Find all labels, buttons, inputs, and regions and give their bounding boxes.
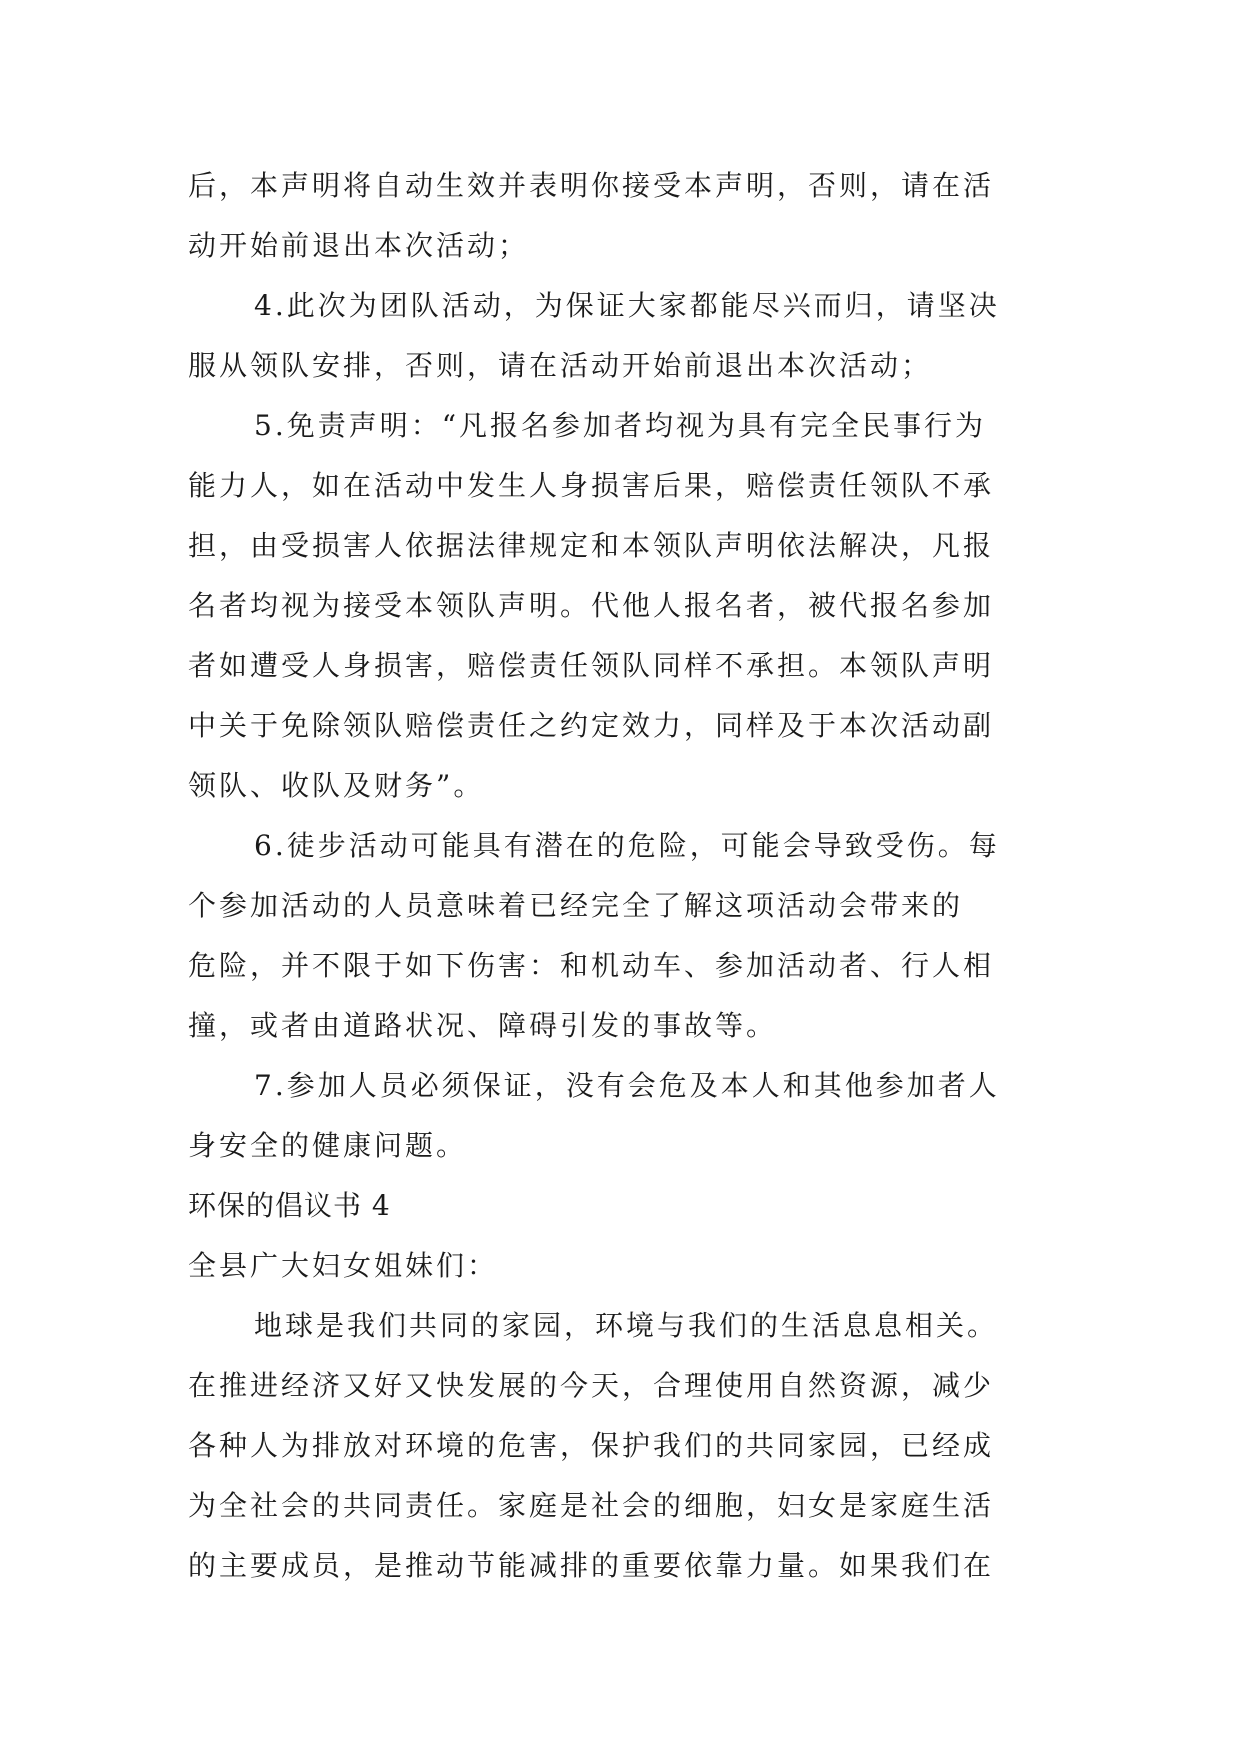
paragraph-line: 个参加活动的人员意味着已经完全了解这项活动会带来的 <box>188 889 964 922</box>
section-title: 环保的倡议书 4 <box>188 1189 391 1222</box>
paragraph-line: 者如遭受人身损害，赔偿责任领队同样不承担。本领队声明 <box>188 649 995 682</box>
paragraph-line: 名者均视为接受本领队声明。代他人报名者，被代报名参加 <box>188 589 995 622</box>
paragraph-line: 危险，并不限于如下伤害：和机动车、参加活动者、行人相 <box>188 949 995 982</box>
paragraph-line: 身安全的健康问题。 <box>188 1129 468 1162</box>
salutation: 全县广大妇女姐妹们： <box>188 1249 499 1282</box>
paragraph-line: 能力人，如在活动中发生人身损害后果，赔偿责任领队不承 <box>188 469 995 502</box>
paragraph-line: 的主要成员，是推动节能减排的重要依靠力量。如果我们在 <box>188 1549 995 1582</box>
paragraph-line: 为全社会的共同责任。家庭是社会的细胞，妇女是家庭生活 <box>188 1489 995 1522</box>
paragraph-line: 地球是我们共同的家园，环境与我们的生活息息相关。 <box>254 1309 999 1342</box>
list-item-5: 5.免责声明：“凡报名参加者均视为具有完全民事行为 <box>254 409 987 442</box>
paragraph-line: 后，本声明将自动生效并表明你接受本声明，否则，请在活 <box>188 169 995 202</box>
paragraph-line: 在推进经济又好又快发展的今天，合理使用自然资源，减少 <box>188 1369 995 1402</box>
list-item-4: 4.此次为团队活动，为保证大家都能尽兴而归，请坚决 <box>254 289 1000 322</box>
list-item-6: 6.徒步活动可能具有潜在的危险，可能会导致受伤。每 <box>254 829 1000 862</box>
paragraph-line: 领队、收队及财务”。 <box>188 769 485 802</box>
paragraph-line: 服从领队安排，否则，请在活动开始前退出本次活动； <box>188 349 933 382</box>
paragraph-line: 撞，或者由道路状况、障碍引发的事故等。 <box>188 1009 778 1042</box>
paragraph-line: 担，由受损害人依据法律规定和本领队声明依法解决，凡报 <box>188 529 995 562</box>
paragraph-line: 动开始前退出本次活动； <box>188 229 530 262</box>
list-item-7: 7.参加人员必须保证，没有会危及本人和其他参加者人 <box>254 1069 1000 1102</box>
paragraph-line: 各种人为排放对环境的危害，保护我们的共同家园，已经成 <box>188 1429 995 1462</box>
paragraph-line: 中关于免除领队赔偿责任之约定效力，同样及于本次活动副 <box>188 709 995 742</box>
